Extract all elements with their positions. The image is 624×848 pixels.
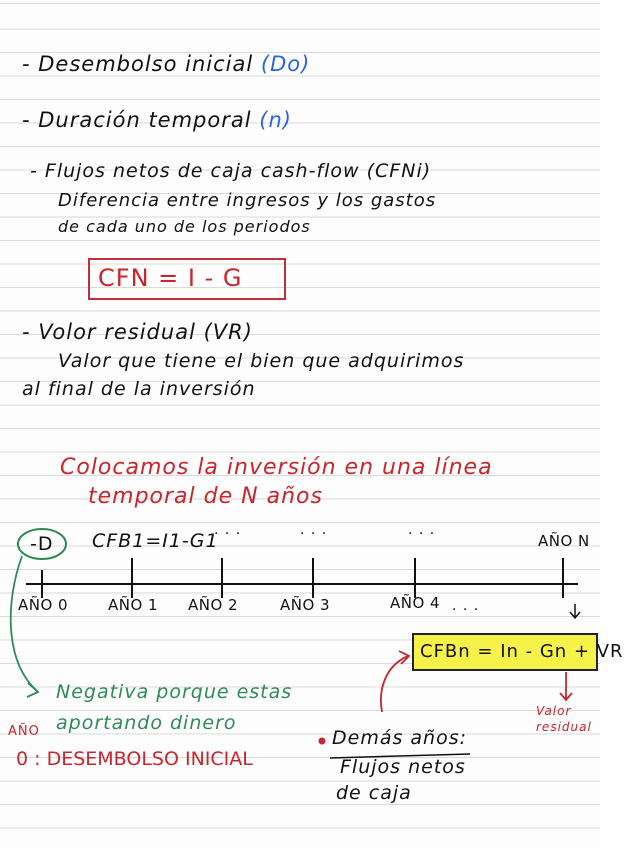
duracion-symbol: (n) (259, 108, 292, 132)
axis-label-3: AÑO 3 (280, 596, 331, 614)
first-cash-flow: CFB1=I1-G1 (92, 530, 219, 552)
note-line-valor-def: Valor que tiene el bien que adquirimos (58, 350, 465, 372)
axis-label-4: AÑO 4 (390, 594, 441, 612)
ano-small-label: AÑO (8, 724, 40, 739)
duracion-text: - Duración temporal (22, 108, 252, 132)
negativa-arrow (11, 556, 36, 690)
formula-cfn: CFN = I - G (98, 264, 243, 292)
initial-outlay-circle (18, 529, 66, 559)
formula-down-arrow (560, 672, 572, 700)
desembolso-symbol: (Do) (260, 52, 311, 76)
final-flow-formula: CFBn = In - Gn + VR (420, 641, 624, 662)
note-line-diferencia: Diferencia entre ingresos y los gastos (58, 190, 437, 211)
dots-3: · · · (408, 526, 436, 542)
initial-outlay-value: -D (30, 533, 54, 555)
timeline-title-1: Colocamos la inversión en una línea (60, 455, 493, 480)
end-year-label: AÑO N (538, 532, 590, 550)
valor-residual-note: Valor residual (536, 704, 592, 734)
de-caja: de caja (336, 782, 412, 804)
axis-label-0: AÑO 0 (18, 596, 69, 614)
end-dots: . . . (452, 598, 480, 614)
note-line-periodos: de cada uno de los periodos (58, 217, 311, 236)
note-line-final: al final de la inversión (22, 378, 256, 400)
desembolso-inicial-note: 0 : DESEMBOLSO INICIAL (16, 748, 253, 770)
axis-label-1: AÑO 1 (108, 596, 159, 614)
bullet-dot (319, 738, 326, 745)
aportando-note: aportando dinero (56, 712, 237, 734)
axis-label-2: AÑO 2 (188, 596, 239, 614)
dots-2: · · · (300, 526, 328, 542)
formula-left-arrow (381, 656, 408, 712)
note-line-flujos: - Flujos netos de caja cash-flow (CFNi) (30, 160, 432, 182)
dots-1: · · · (214, 526, 242, 542)
negativa-note: Negativa porque estas (56, 681, 293, 703)
note-line-valor-residual: - Volor residual (VR) (22, 320, 253, 344)
desembolso-text: - Desembolso inicial (22, 52, 254, 76)
demas-anos: Demás años: (332, 727, 468, 749)
end-arrow (570, 604, 580, 618)
flujos-netos: Flujos netos (340, 756, 466, 778)
timeline-title-2: temporal de N años (88, 484, 323, 509)
